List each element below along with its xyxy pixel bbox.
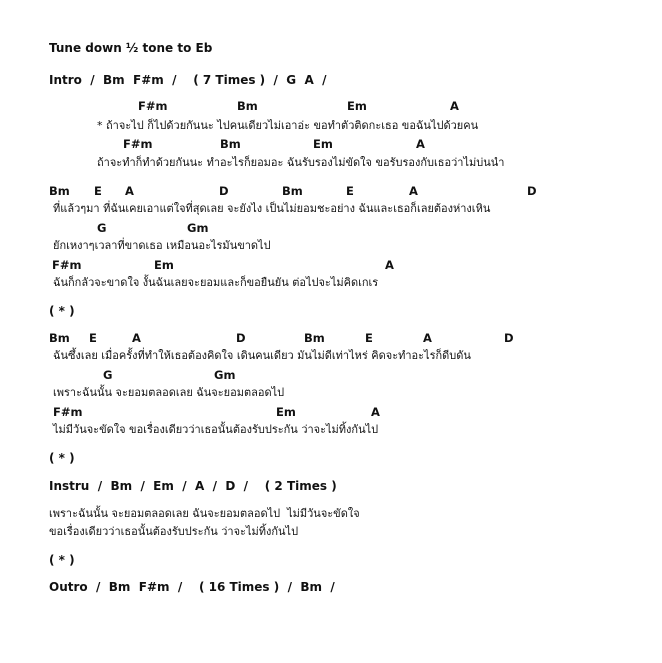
chord: Em xyxy=(313,137,333,151)
chord-row xyxy=(0,220,209,236)
chord: D xyxy=(236,331,246,345)
chord: Bm xyxy=(49,331,70,345)
chord: A xyxy=(385,258,394,272)
chord: D xyxy=(527,184,537,198)
chord: A xyxy=(409,184,418,198)
chord: A xyxy=(371,405,380,419)
chord: E xyxy=(346,184,354,198)
chord: A xyxy=(423,331,432,345)
lyric-line: ไม่มีวันจะขัดใจ ขอเรื่องเดียวว่าเธอนั้นต้องรับประกัน ว่าจะไม่ทิ้งกันไป xyxy=(53,423,379,436)
chord-row xyxy=(0,367,236,383)
chord: Bm xyxy=(49,184,70,198)
chord: F#m xyxy=(138,99,168,113)
chord: Bm xyxy=(304,331,325,345)
chord-row xyxy=(0,98,459,114)
chord: A xyxy=(125,184,134,198)
chord-row xyxy=(0,330,514,346)
chorus-marker: ( * ) xyxy=(49,451,75,465)
chord: D xyxy=(504,331,514,345)
lyric-line: ที่แล้วๆมา ที่ฉันเคยเอาแต่ใจที่สุดเลย จะยังไง เป็นไม่ยอมชะอย่าง ฉันและเธอก็เลยต้องห่างเหิน xyxy=(53,202,491,215)
outro-line: Outro / Bm F#m / ( 16 Times ) / Bm / xyxy=(49,580,335,594)
chord: A xyxy=(132,331,141,345)
lyric-line: ขอเรื่องเดียวว่าเธอนั้นต้องรับประกัน ว่าจะไม่ทิ้งกันไป xyxy=(49,525,299,538)
chord: G xyxy=(97,221,107,235)
chord: Gm xyxy=(187,221,209,235)
chord: D xyxy=(219,184,229,198)
lyric-line: * ถ้าจะไป ก็ไปด้วยกันนะ ไปคนเดียวไม่เอาอ่ะ ขอทำตัวติดกะเธอ ขอฉันไปด้วยคน xyxy=(97,119,479,132)
chord: A xyxy=(416,137,425,151)
chord-row xyxy=(0,183,537,199)
chord: Em xyxy=(347,99,367,113)
lyric-line: ถ้าจะทำก็ทำด้วยกันนะ ทำอะไรก็ยอมอะ ฉันรับรองไม่ขัดใจ ขอรับรองกับเธอว่าไม่บ่นนำ xyxy=(97,156,505,169)
chord-row xyxy=(0,404,380,420)
chord: Bm xyxy=(282,184,303,198)
lyric-line: เพราะฉันนั้น จะยอมตลอดเลย ฉันจะยอมตลอดไป ไม่มีวันจะขัดใจ xyxy=(49,507,360,520)
chord: F#m xyxy=(53,405,83,419)
instrumental-line: Instru / Bm / Em / A / D / ( 2 Times ) xyxy=(49,479,337,493)
chord: Gm xyxy=(214,368,236,382)
lyric-line: ฉันก็กลัวจะขาดใจ งั้นฉันเลยจะยอมและก็ขอยืนยัน ต่อไปจะไม่คิดเกเร xyxy=(53,276,379,289)
chord-row xyxy=(0,136,425,152)
lyric-line: เพราะฉันนั้น จะยอมตลอดเลย ฉันจะยอมตลอดไป xyxy=(53,386,285,399)
chord: Bm xyxy=(220,137,241,151)
chord: F#m xyxy=(52,258,82,272)
chord: Em xyxy=(276,405,296,419)
chord-row xyxy=(0,257,394,273)
intro-line: Intro / Bm F#m / ( 7 Times ) / G A / xyxy=(49,73,327,87)
chord: E xyxy=(94,184,102,198)
chord: G xyxy=(103,368,113,382)
chorus-marker: ( * ) xyxy=(49,304,75,318)
chord: F#m xyxy=(123,137,153,151)
chord: Bm xyxy=(237,99,258,113)
lyric-line: ยักเหงาๆเวลาที่ขาดเธอ เหมือนอะไรมันขาดไป xyxy=(53,239,271,252)
tuning-note: Tune down ½ tone to Eb xyxy=(49,41,213,55)
chord: A xyxy=(450,99,459,113)
chord: E xyxy=(365,331,373,345)
chord: Em xyxy=(154,258,174,272)
chorus-marker: ( * ) xyxy=(49,553,75,567)
lyric-line: ฉันซึ้งเลย เมื่อครั้งที่ทำให้เธอต้องคิดใจ เดินคนเดียว มันไม่ดีเท่าไหร่ คิดจะทำอะไรก็ดีบดัน xyxy=(53,349,471,362)
chord: E xyxy=(89,331,97,345)
